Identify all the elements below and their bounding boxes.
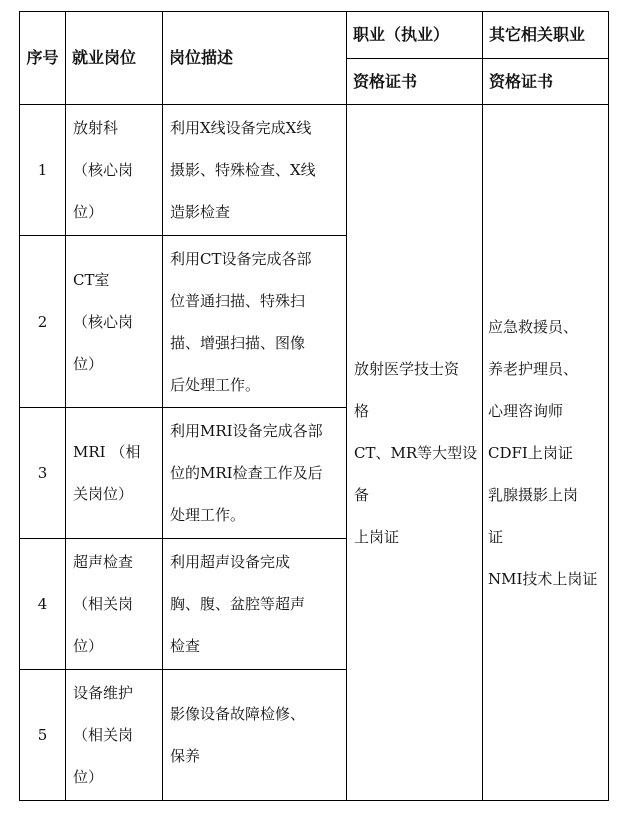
position-line: MRI （相 bbox=[73, 443, 141, 461]
certificate-line: 格 bbox=[354, 401, 370, 420]
position-line: 关岗位） bbox=[73, 485, 134, 503]
description-line: 利用MRI设备完成各部 bbox=[170, 422, 323, 440]
certificate-line: 养老护理员、 bbox=[488, 359, 579, 378]
description-line: 处理工作。 bbox=[170, 506, 246, 524]
certificate-line: 上岗证 bbox=[354, 527, 400, 546]
row-number: 3 bbox=[20, 408, 66, 539]
position-line: （核心岗 bbox=[73, 161, 134, 179]
row-number: 2 bbox=[20, 236, 66, 408]
vocational-certificate-cell bbox=[347, 105, 483, 801]
description-line: 利用CT设备完成各部 bbox=[170, 249, 312, 268]
header-seq: 序号 bbox=[20, 12, 66, 105]
certificate-line: 放射医学技士资 bbox=[354, 359, 460, 378]
description-line: 检查 bbox=[170, 637, 201, 655]
certificate-line: NMI技术上岗证 bbox=[488, 569, 598, 588]
certificate-line: 乳腺摄影上岗 bbox=[488, 485, 579, 504]
position-line: CT室 bbox=[73, 270, 110, 289]
header-other-certificate: 其它相关职业 bbox=[483, 12, 609, 59]
description-line: 利用X线设备完成X线 bbox=[170, 119, 312, 137]
other-certificate-cell bbox=[483, 105, 609, 801]
position-line: （相关岗 bbox=[73, 726, 134, 744]
job-position-cell bbox=[66, 539, 163, 670]
row-number: 1 bbox=[20, 105, 66, 236]
job-position-cell bbox=[66, 105, 163, 236]
description-line: 保养 bbox=[170, 747, 201, 765]
certificate-line: 心理咨询师 bbox=[488, 401, 564, 420]
job-description-cell bbox=[163, 105, 347, 236]
description-line: 后处理工作。 bbox=[170, 375, 261, 394]
row-number: 4 bbox=[20, 539, 66, 670]
header-vocational-certificate-sub: 资格证书 bbox=[347, 59, 483, 105]
job-position-cell bbox=[66, 236, 163, 408]
job-description-cell bbox=[163, 236, 347, 408]
header-position: 就业岗位 bbox=[66, 12, 163, 105]
certificate-line: 应急救援员、 bbox=[488, 317, 579, 336]
position-line: 设备维护 bbox=[73, 684, 134, 702]
certificate-line: CDFI上岗证 bbox=[488, 443, 573, 462]
description-line: 描、增强扫描、图像 bbox=[170, 333, 306, 352]
description-line: 摄影、特殊检查、X线 bbox=[170, 161, 316, 179]
job-position-cell bbox=[66, 670, 163, 801]
description-line: 造影检查 bbox=[170, 203, 231, 221]
position-line: 位） bbox=[73, 637, 104, 655]
job-position-cell bbox=[66, 408, 163, 539]
certificate-line: 备 bbox=[354, 485, 370, 504]
position-line: 位） bbox=[73, 203, 104, 221]
job-description-cell bbox=[163, 670, 347, 801]
job-description-cell bbox=[163, 408, 347, 539]
header-description: 岗位描述 bbox=[163, 12, 347, 105]
header-other-certificate-sub: 资格证书 bbox=[483, 59, 609, 105]
job-description-cell bbox=[163, 539, 347, 670]
description-line: 利用超声设备完成 bbox=[170, 553, 291, 571]
position-line: 位） bbox=[73, 768, 104, 786]
description-line: 位普通扫描、特殊扫 bbox=[170, 291, 306, 310]
table-row bbox=[20, 105, 609, 236]
position-line: （相关岗 bbox=[73, 595, 134, 613]
position-line: 超声检查 bbox=[73, 553, 134, 571]
position-line: 位） bbox=[73, 354, 104, 373]
certificate-line: 证 bbox=[488, 527, 504, 546]
description-line: 胸、腹、盆腔等超声 bbox=[170, 595, 306, 613]
description-line: 影像设备故障检修、 bbox=[170, 705, 306, 723]
header-vocational-certificate: 职业（执业） bbox=[347, 12, 483, 59]
job-position-table bbox=[19, 11, 609, 801]
position-line: 放射科 bbox=[73, 119, 119, 137]
position-line: （核心岗 bbox=[73, 312, 134, 331]
description-line: 位的MRI检查工作及后 bbox=[170, 464, 323, 482]
certificate-line: CT、MR等大型设 bbox=[354, 443, 478, 462]
row-number: 5 bbox=[20, 670, 66, 801]
